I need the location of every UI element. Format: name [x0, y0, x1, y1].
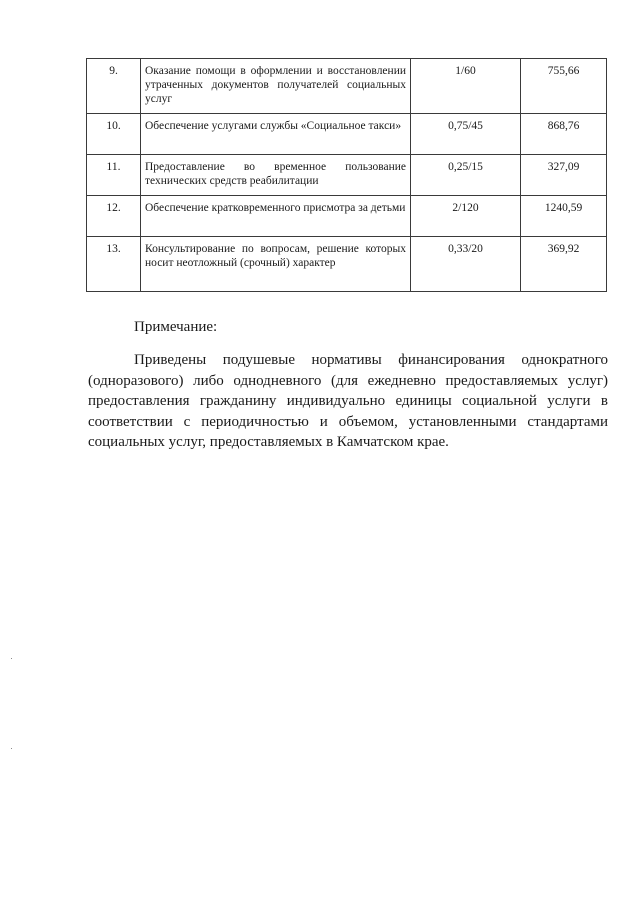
table-row: [87, 59, 607, 114]
service-cost: 868,76: [521, 114, 607, 155]
table-row: [87, 237, 607, 292]
service-cost: 755,66: [521, 59, 607, 114]
service-norm: 0,33/20: [411, 237, 521, 292]
service-norm: 2/120: [411, 196, 521, 237]
service-name: Консультирование по вопросам, решение которых носит неотложный (срочный) характер: [141, 237, 411, 292]
scan-speck: [11, 658, 12, 659]
row-number: 9.: [87, 59, 141, 114]
service-name: Предоставление во временное пользование технических средств реабилитации: [141, 155, 411, 196]
service-cost: 1240,59: [521, 196, 607, 237]
service-norm: 0,75/45: [411, 114, 521, 155]
table-row: [87, 114, 607, 155]
note-body: Приведены подушевые нормативы финансирования однократного (одноразового) либо однодневного (для ежедневно предоставляемых услуг) предоставления гражданину индивидуально единицы социальной услуги в соответствии с периодичностью и объемом, установленными стандартами социальных услуг, предоставляемых в Камчатском крае.: [88, 352, 608, 450]
service-norm: 1/60: [411, 59, 521, 114]
service-name: Обеспечение услугами службы «Социальное такси»: [141, 114, 411, 155]
service-name: Оказание помощи в оформлении и восстановлении утраченных документов получателей социальных услуг: [141, 59, 411, 114]
service-cost: 369,92: [521, 237, 607, 292]
service-norm: 0,25/15: [411, 155, 521, 196]
scan-speck: [11, 748, 12, 749]
table-row: [87, 155, 607, 196]
row-number: 11.: [87, 155, 141, 196]
row-number: 13.: [87, 237, 141, 292]
row-number: 10.: [87, 114, 141, 155]
row-number: 12.: [87, 196, 141, 237]
table-row: [87, 196, 607, 237]
note-heading: Примечание:: [134, 319, 218, 335]
service-name: Обеспечение кратковременного присмотра за детьми: [141, 196, 411, 237]
service-cost: 327,09: [521, 155, 607, 196]
services-table: [86, 58, 607, 292]
